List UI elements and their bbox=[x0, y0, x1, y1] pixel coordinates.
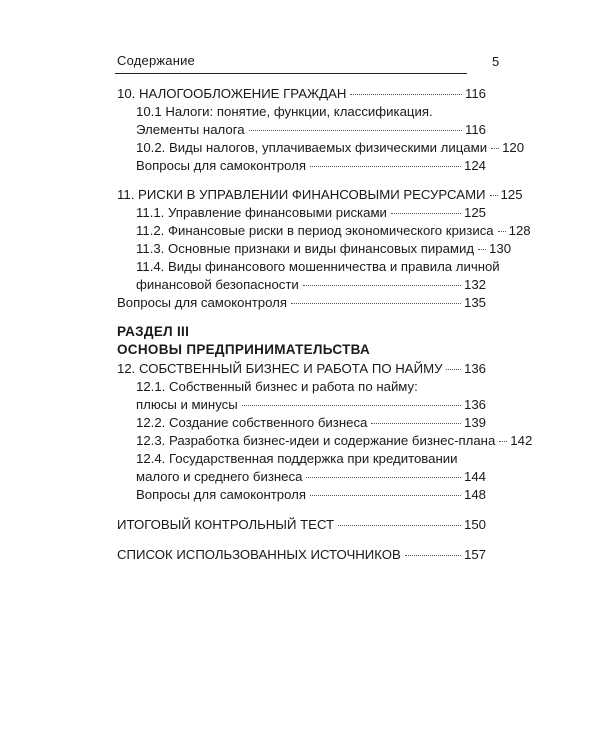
dot-leader bbox=[371, 423, 461, 424]
toc-section-12-1[interactable] bbox=[136, 396, 486, 413]
toc-entry-title: 12.4. Государственная поддержка при кредитовании bbox=[136, 451, 458, 466]
toc-entry-title: Элементы налога bbox=[136, 122, 245, 137]
toc-entry-page: 150 bbox=[463, 517, 486, 532]
page-number: 5 bbox=[492, 54, 500, 69]
toc-entry-title: Вопросы для самоконтроля bbox=[117, 295, 287, 310]
dot-leader bbox=[338, 525, 461, 526]
toc-entry-title: 11. РИСКИ В УПРАВЛЕНИИ ФИНАНСОВЫМИ РЕСУРСАМИ bbox=[117, 187, 486, 202]
toc-entry-page: 157 bbox=[463, 547, 486, 562]
toc-entry-title: малого и среднего бизнеса bbox=[136, 469, 303, 484]
toc-entry-title: Вопросы для самоконтроля bbox=[136, 487, 306, 502]
toc-questions-12[interactable] bbox=[136, 486, 486, 503]
toc-entry-page: 125 bbox=[463, 205, 486, 220]
toc-entry-title: плюсы и минусы bbox=[136, 397, 238, 412]
toc-entry-title: 11.4. Виды финансового мошенничества и правила личной bbox=[136, 259, 500, 274]
toc-entry-title: 11.1. Управление финансовыми рисками bbox=[136, 205, 387, 220]
toc-entry-page: 148 bbox=[463, 487, 486, 502]
dot-leader bbox=[310, 166, 461, 167]
toc-entry-title: Вопросы для самоконтроля bbox=[136, 158, 306, 173]
toc-entry-title: 12.1. Собственный бизнес и работа по найму: bbox=[136, 379, 418, 394]
toc-section-11-4[interactable] bbox=[136, 276, 486, 293]
toc-section-11-3[interactable] bbox=[136, 240, 512, 257]
toc-entry-page: 139 bbox=[463, 415, 486, 430]
toc-entry-title: 10.1 Налоги: понятие, функции, классификация. bbox=[136, 104, 433, 119]
toc-section-10-1-line1[interactable] bbox=[136, 103, 433, 120]
toc-entry-title: 12. СОБСТВЕННЫЙ БИЗНЕС И РАБОТА ПО НАЙМУ bbox=[117, 361, 443, 376]
dot-leader bbox=[242, 405, 461, 406]
dot-leader bbox=[249, 130, 462, 131]
toc-section-10-2[interactable] bbox=[136, 139, 525, 156]
toc-entry-page: 142 bbox=[510, 433, 533, 448]
toc-section-11-4-line1[interactable] bbox=[136, 258, 500, 275]
toc-chapter-10[interactable] bbox=[117, 85, 486, 102]
dot-leader bbox=[446, 369, 461, 370]
dot-leader bbox=[291, 303, 461, 304]
toc-section-12-4[interactable] bbox=[136, 468, 486, 485]
dot-leader bbox=[499, 441, 507, 442]
toc-section-12-1-line1[interactable] bbox=[136, 378, 418, 395]
dot-leader bbox=[306, 477, 461, 478]
toc-entry-page: 116 bbox=[464, 86, 486, 101]
toc-entry-title: 11.3. Основные признаки и виды финансовых пирамид bbox=[136, 241, 475, 256]
dot-leader bbox=[350, 94, 462, 95]
toc-section-12-4-line1[interactable] bbox=[136, 450, 458, 467]
toc-entry-title: 12.3. Разработка бизнес-идеи и содержание бизнес-плана bbox=[136, 433, 496, 448]
toc-entry-page: 130 bbox=[489, 241, 512, 256]
toc-entry-title: 10. НАЛОГООБЛОЖЕНИЕ ГРАЖДАН bbox=[117, 86, 347, 101]
toc-entry-title: 11.2. Финансовые риски в период экономического кризиса bbox=[136, 223, 494, 238]
dot-leader bbox=[405, 555, 461, 556]
toc-entry-page: 124 bbox=[463, 158, 486, 173]
toc-entry-page: 132 bbox=[463, 277, 486, 292]
toc-entry-page: 128 bbox=[508, 223, 531, 238]
toc-section-11-2[interactable] bbox=[136, 222, 531, 239]
toc-questions-10[interactable] bbox=[136, 157, 486, 174]
dot-leader bbox=[310, 495, 461, 496]
toc-sources[interactable] bbox=[117, 546, 486, 563]
toc-questions-11[interactable] bbox=[117, 294, 486, 311]
toc-entry-title: финансовой безопасности bbox=[136, 277, 299, 292]
toc-final-test[interactable] bbox=[117, 516, 486, 533]
toc-section-12-2[interactable] bbox=[136, 414, 486, 431]
toc-entry-page: 116 bbox=[464, 122, 486, 137]
toc-section-11-1[interactable] bbox=[136, 204, 486, 221]
dot-leader bbox=[391, 213, 461, 214]
section-heading-line2: ОСНОВЫ ПРЕДПРИНИМАТЕЛЬСТВА bbox=[117, 342, 371, 357]
dot-leader bbox=[303, 285, 461, 286]
dot-leader bbox=[491, 148, 499, 149]
toc-entry-page: 135 bbox=[463, 295, 486, 310]
toc-chapter-12[interactable] bbox=[117, 360, 486, 377]
toc-entry-page: 125 bbox=[500, 187, 523, 202]
toc-entry-page: 144 bbox=[463, 469, 486, 484]
header-title: Содержание bbox=[117, 53, 195, 68]
toc-entry-page: 136 bbox=[463, 361, 486, 376]
toc-section-12-3[interactable] bbox=[136, 432, 533, 449]
dot-leader bbox=[478, 249, 486, 250]
toc-section-10-1[interactable] bbox=[136, 121, 486, 138]
toc-entry-title: ИТОГОВЫЙ КОНТРОЛЬНЫЙ ТЕСТ bbox=[117, 517, 335, 532]
toc-entry-page: 136 bbox=[463, 397, 486, 412]
dot-leader bbox=[498, 231, 506, 232]
toc-entry-title: СПИСОК ИСПОЛЬЗОВАННЫХ ИСТОЧНИКОВ bbox=[117, 547, 401, 562]
toc-entry-title: 12.2. Создание собственного бизнеса bbox=[136, 415, 368, 430]
toc-chapter-11[interactable] bbox=[117, 186, 523, 203]
toc-entry-title: 10.2. Виды налогов, уплачиваемых физическими лицами bbox=[136, 140, 488, 155]
section-heading-line1: РАЗДЕЛ III bbox=[117, 324, 190, 339]
toc-entry-page: 120 bbox=[502, 140, 525, 155]
dot-leader bbox=[490, 195, 498, 196]
